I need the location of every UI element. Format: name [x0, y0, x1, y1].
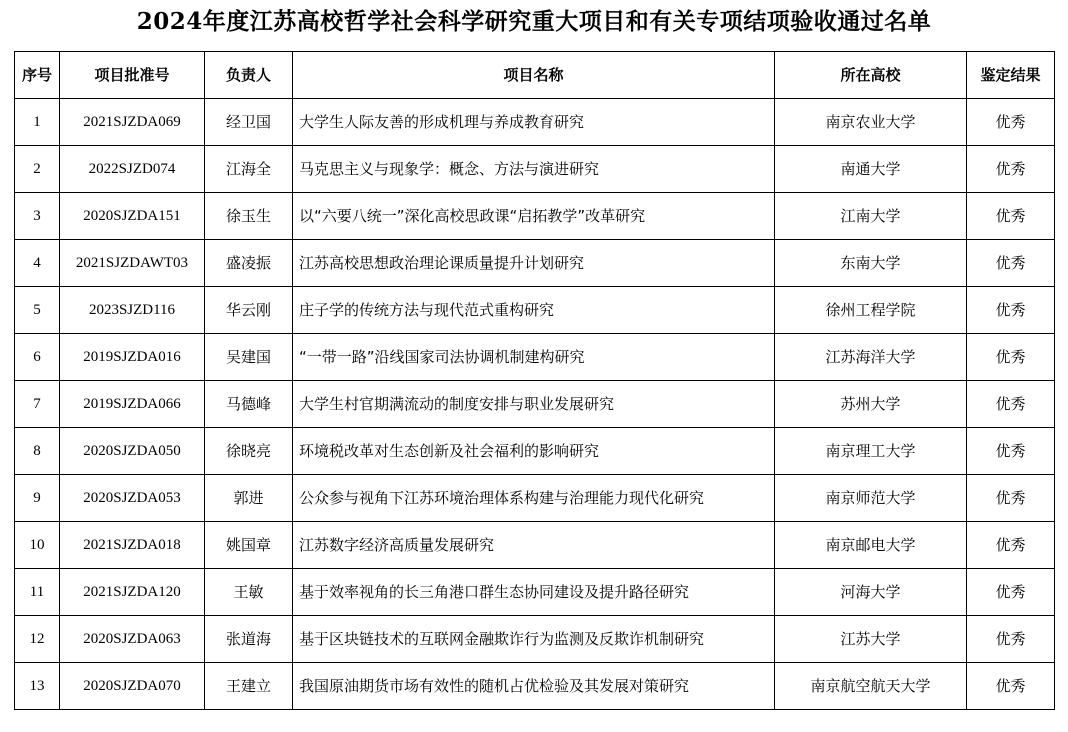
project-name-cell: 基于效率视角的长三角港口群生态协同建设及提升路径研究	[293, 569, 775, 616]
project-code-cell: 2021SJZDAWT03	[60, 240, 205, 287]
table-row	[15, 334, 1055, 381]
project-code-cell: 2019SJZDA066	[60, 381, 205, 428]
university-cell: 苏州大学	[775, 381, 967, 428]
person-cell: 张道海	[205, 616, 293, 663]
table-row	[15, 522, 1055, 569]
project-code-cell: 2023SJZD116	[60, 287, 205, 334]
seq-cell: 8	[15, 428, 60, 475]
project-code-cell: 2022SJZD074	[60, 146, 205, 193]
table-row	[15, 616, 1055, 663]
university-cell: 徐州工程学院	[775, 287, 967, 334]
seq-cell: 10	[15, 522, 60, 569]
person-cell: 王建立	[205, 663, 293, 710]
result-cell: 优秀	[967, 475, 1055, 522]
result-cell: 优秀	[967, 99, 1055, 146]
project-name-cell: 大学生村官期满流动的制度安排与职业发展研究	[293, 381, 775, 428]
seq-cell: 4	[15, 240, 60, 287]
person-cell: 华云刚	[205, 287, 293, 334]
university-cell: 南京理工大学	[775, 428, 967, 475]
result-cell: 优秀	[967, 193, 1055, 240]
table-row	[15, 99, 1055, 146]
table-header-row	[15, 52, 1055, 99]
project-code-cell: 2020SJZDA050	[60, 428, 205, 475]
result-cell: 优秀	[967, 381, 1055, 428]
person-cell: 徐晓亮	[205, 428, 293, 475]
table-row	[15, 475, 1055, 522]
project-code-cell: 2021SJZDA069	[60, 99, 205, 146]
project-name-cell: 基于区块链技术的互联网金融欺诈行为监测及反欺诈机制研究	[293, 616, 775, 663]
header-project-name: 项目名称	[293, 52, 775, 99]
project-code-cell: 2020SJZDA151	[60, 193, 205, 240]
header-project-code: 项目批准号	[60, 52, 205, 99]
project-name-cell: 庄子学的传统方法与现代范式重构研究	[293, 287, 775, 334]
seq-cell: 6	[15, 334, 60, 381]
seq-cell: 2	[15, 146, 60, 193]
seq-cell: 5	[15, 287, 60, 334]
table-row	[15, 240, 1055, 287]
university-cell: 江南大学	[775, 193, 967, 240]
person-cell: 郭进	[205, 475, 293, 522]
project-code-cell: 2021SJZDA018	[60, 522, 205, 569]
person-cell: 马德峰	[205, 381, 293, 428]
seq-cell: 3	[15, 193, 60, 240]
project-name-cell: 江苏高校思想政治理论课质量提升计划研究	[293, 240, 775, 287]
university-cell: 河海大学	[775, 569, 967, 616]
person-cell: 江海全	[205, 146, 293, 193]
project-name-cell: 我国原油期货市场有效性的随机占优检验及其发展对策研究	[293, 663, 775, 710]
header-person: 负责人	[205, 52, 293, 99]
table-row	[15, 287, 1055, 334]
person-cell: 徐玉生	[205, 193, 293, 240]
result-cell: 优秀	[967, 522, 1055, 569]
result-cell: 优秀	[967, 146, 1055, 193]
university-cell: 江苏大学	[775, 616, 967, 663]
table-row	[15, 193, 1055, 240]
table-row	[15, 146, 1055, 193]
university-cell: 南京师范大学	[775, 475, 967, 522]
result-cell: 优秀	[967, 428, 1055, 475]
university-cell: 南通大学	[775, 146, 967, 193]
result-cell: 优秀	[967, 616, 1055, 663]
person-cell: 姚国章	[205, 522, 293, 569]
project-code-cell: 2019SJZDA016	[60, 334, 205, 381]
seq-cell: 11	[15, 569, 60, 616]
table-row	[15, 569, 1055, 616]
project-code-cell: 2020SJZDA053	[60, 475, 205, 522]
project-name-cell: 环境税改革对生态创新及社会福利的影响研究	[293, 428, 775, 475]
seq-cell: 13	[15, 663, 60, 710]
person-cell: 经卫国	[205, 99, 293, 146]
project-code-cell: 2021SJZDA120	[60, 569, 205, 616]
project-name-cell: 江苏数字经济高质量发展研究	[293, 522, 775, 569]
project-name-cell: 马克思主义与现象学：概念、方法与演进研究	[293, 146, 775, 193]
person-cell: 盛凌振	[205, 240, 293, 287]
result-cell: 优秀	[967, 334, 1055, 381]
seq-cell: 1	[15, 99, 60, 146]
table-row	[15, 663, 1055, 710]
person-cell: 吴建国	[205, 334, 293, 381]
seq-cell: 9	[15, 475, 60, 522]
university-cell: 江苏海洋大学	[775, 334, 967, 381]
header-university: 所在高校	[775, 52, 967, 99]
project-name-cell: “一带一路”沿线国家司法协调机制建构研究	[293, 334, 775, 381]
table-row	[15, 428, 1055, 475]
table-row	[15, 381, 1055, 428]
university-cell: 南京航空航天大学	[775, 663, 967, 710]
university-cell: 南京邮电大学	[775, 522, 967, 569]
university-cell: 东南大学	[775, 240, 967, 287]
result-cell: 优秀	[967, 569, 1055, 616]
project-name-cell: 以“六要八统一”深化高校思政课“启拓教学”改革研究	[293, 193, 775, 240]
project-name-cell: 公众参与视角下江苏环境治理体系构建与治理能力现代化研究	[293, 475, 775, 522]
result-cell: 优秀	[967, 663, 1055, 710]
results-table	[14, 51, 1055, 710]
result-cell: 优秀	[967, 287, 1055, 334]
seq-cell: 12	[15, 616, 60, 663]
project-name-cell: 大学生人际友善的形成机理与养成教育研究	[293, 99, 775, 146]
header-seq: 序号	[15, 52, 60, 99]
university-cell: 南京农业大学	[775, 99, 967, 146]
page-title: 2024年度江苏高校哲学社会科学研究重大项目和有关专项结项验收通过名单	[136, 8, 932, 35]
result-cell: 优秀	[967, 240, 1055, 287]
project-code-cell: 2020SJZDA070	[60, 663, 205, 710]
project-code-cell: 2020SJZDA063	[60, 616, 205, 663]
seq-cell: 7	[15, 381, 60, 428]
person-cell: 王敏	[205, 569, 293, 616]
header-result: 鉴定结果	[967, 52, 1055, 99]
